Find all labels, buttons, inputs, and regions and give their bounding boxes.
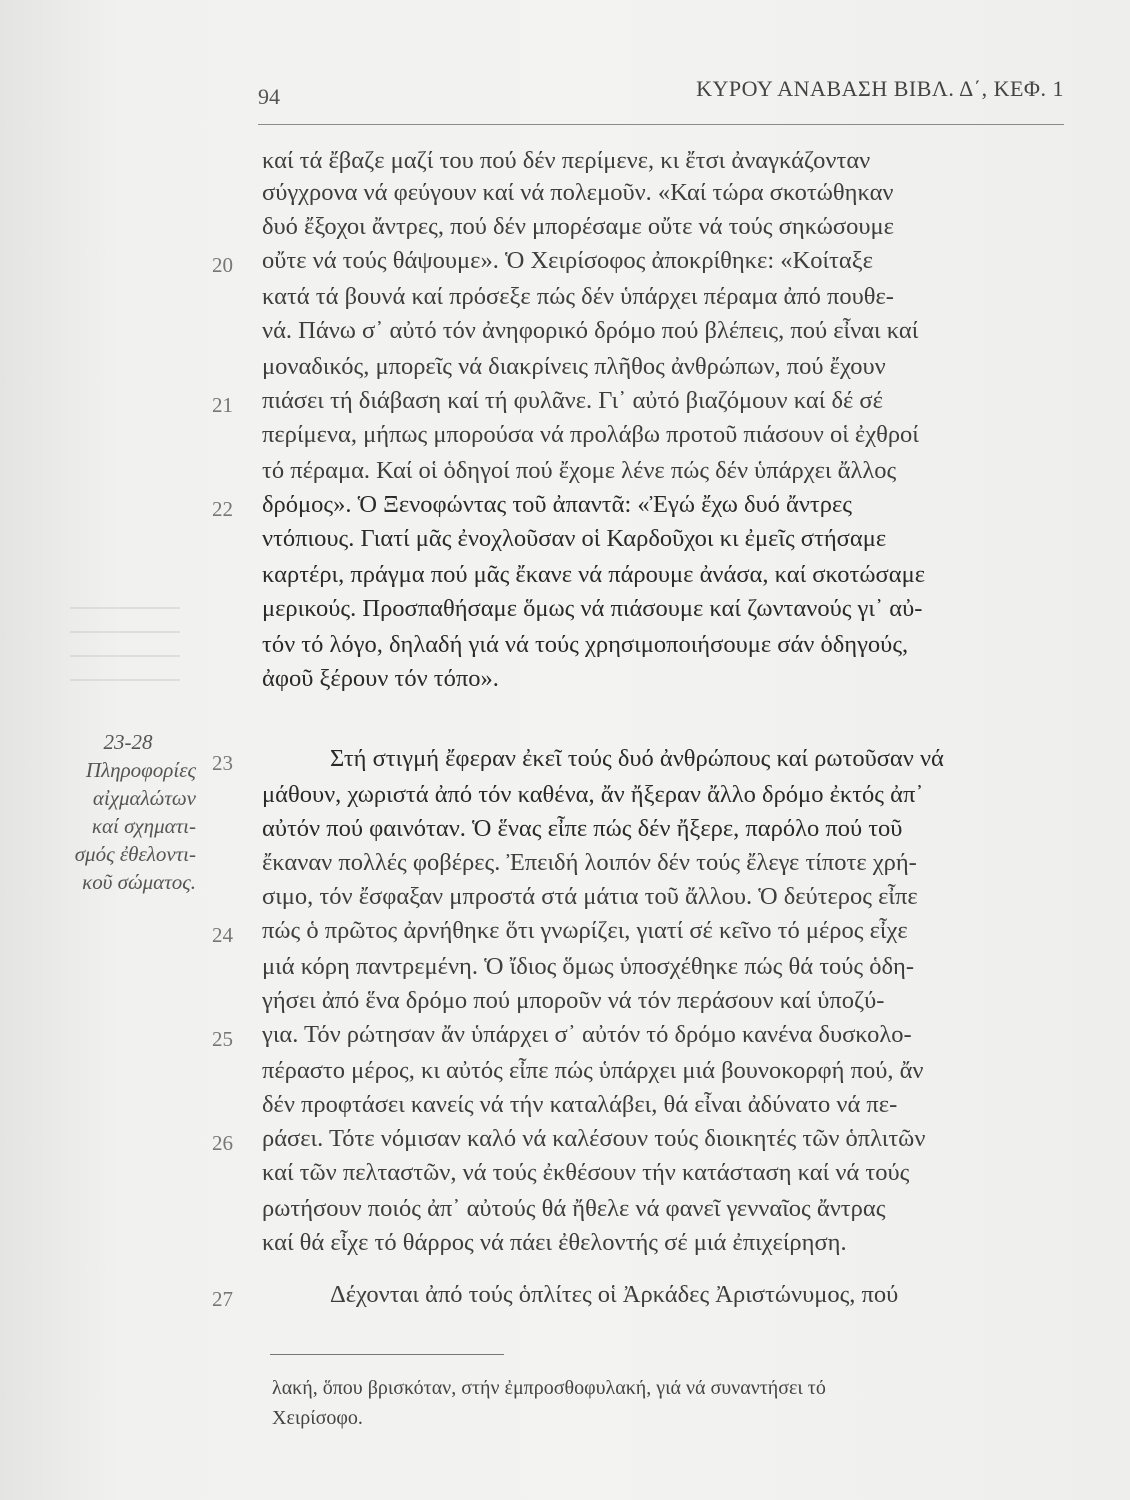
text-line: Στή στιγμή ἔφεραν ἐκεῖ τούς δυό ἀνθρώπους καί ρωτοῦσαν νά xyxy=(330,745,944,772)
margin-note-line: κοῦ σώματος. xyxy=(82,870,196,894)
text-line: δέν προφτάσει κανείς νά τήν καταλάβει, θά εἶναι ἀδύνατο νά πε- xyxy=(262,1091,898,1118)
text-line: πώς ὁ πρῶτος ἀρνήθηκε ὅτι γνωρίζει, γιατί σέ κεῖνο τό μέρος εἶχε xyxy=(262,917,908,944)
text-line: τό πέραμα. Καί οἱ ὁδηγοί πού ἔχομε λένε πώς δέν ὑπάρχει ἄλλος xyxy=(262,457,897,484)
text-line: καί τῶν πελταστῶν, νά τούς ἐκθέσουν τήν κατάσταση καί νά τούς xyxy=(262,1159,910,1186)
footnote-rule xyxy=(270,1354,504,1355)
page-number: 94 xyxy=(258,84,280,109)
text-line: σιμο, τόν ἔσφαξαν μπροστά στά μάτια τοῦ ἄλλου. Ὁ δεύτερος εἶπε xyxy=(262,883,918,910)
running-title: ΚΥΡΟΥ ΑΝΑΒΑΣΗ ΒΙΒΛ. Δ΄, ΚΕΦ. 1 xyxy=(696,76,1064,101)
margin-note-line: σμός ἐθελοντι- xyxy=(74,842,196,866)
text-line: ντόπιους. Γιατί μᾶς ἐνοχλοῦσαν οἱ Καρδοῦχοι κι ἐμεῖς στήσαμε xyxy=(262,525,887,552)
paragraph-number: 27 xyxy=(212,1287,233,1311)
text-line: για. Τόν ρώτησαν ἄν ὑπάρχει σ᾽ αὐτόν τό δρόμο κανένα δυσκολο- xyxy=(262,1021,912,1048)
text-line: οὔτε νά τούς θάψουμε». Ὁ Χειρίσοφος ἀποκρίθηκε: «Κοίταξε xyxy=(262,247,873,274)
running-head xyxy=(258,72,1064,112)
paragraph-number: 25 xyxy=(212,1027,233,1051)
text-line: περίμενα, μήπως μπορούσα νά προλάβω προτοῦ πιάσουν οἱ ἐχθροί xyxy=(262,421,919,448)
paragraph-number: 24 xyxy=(212,923,233,947)
text-line: αὐτόν πού φαινόταν. Ὁ ἕνας εἶπε πώς δέν ἤξερε, παρόλο πού τοῦ xyxy=(262,815,903,842)
paragraph-number: 21 xyxy=(212,393,233,417)
text-line: ρωτήσουν ποιός ἀπ᾽ αὐτούς θά ἤθελε νά φανεῖ γενναῖος ἄντρας xyxy=(262,1195,886,1222)
text-line: γήσει ἀπό ἕνα δρόμο πού μποροῦν νά τόν περάσουν καί ὑποζύ- xyxy=(262,987,885,1014)
footnote-line: Χειρίσοφο. xyxy=(272,1407,363,1429)
text-line: ἀφοῦ ξέρουν τόν τόπο». xyxy=(262,665,499,692)
text-line: καρτέρι, πράγμα πού μᾶς ἔκανε νά πάρουμε ἀνάσα, καί σκοτώσαμε xyxy=(262,561,925,588)
text-line: ράσει. Τότε νόμισαν καλό νά καλέσουν τούς διοικητές τῶν ὁπλιτῶν xyxy=(262,1125,926,1152)
text-line: καί τά ἔβαζε μαζί του πού δέν περίμενε, κι ἔτσι ἀναγκάζονταν xyxy=(262,147,871,174)
margin-note-line: Πληροφορίες xyxy=(85,758,196,782)
text-line: ἔκαναν πολλές φοβέρες. Ἐπειδή λοιπόν δέν τούς ἔλεγε τίποτε χρή- xyxy=(262,849,917,876)
text-line: δυό ἔξοχοι ἄντρες, πού δέν μπορέσαμε οὔτε νά τούς σηκώσουμε xyxy=(262,213,894,240)
paragraph-number: 22 xyxy=(212,497,233,521)
margin-note-range: 23-28 xyxy=(103,730,153,754)
text-line: δρόμος». Ὁ Ξενοφώντας τοῦ ἀπαντᾶ: «Ἐγώ ἔχω δυό ἄντρες xyxy=(262,491,852,518)
text-line: τόν τό λόγο, δηλαδή γιά νά τούς χρησιμοποιήσουμε σάν ὁδηγούς, xyxy=(262,631,909,658)
margin-note-line: καί σχηματι- xyxy=(91,814,196,838)
margin-note-line: αἰχμαλώτων xyxy=(92,786,196,810)
footnote-line: λακή, ὅπου βρισκόταν, στήν ἐμπροσθοφυλακή, γιά νά συναντήσει τό xyxy=(272,1377,826,1399)
text-line: Δέχονται ἀπό τούς ὁπλίτες οἱ Ἀρκάδες Ἀριστώνυμος, πού xyxy=(330,1281,899,1308)
text-line: σύγχρονα νά φεύγουν καί νά πολεμοῦν. «Καί τώρα σκοτώθηκαν xyxy=(262,179,894,206)
text-line: καί θά εἶχε τό θάρρος νά πάει ἐθελοντής σέ μιά ἐπιχείρηση. xyxy=(262,1229,847,1256)
text-line: νά. Πάνω σ᾽ αὐτό τόν ἀνηφορικό δρόμο πού βλέπεις, πού εἶναι καί xyxy=(262,317,919,344)
header-rule xyxy=(258,124,1064,125)
text-line: μάθουν, χωριστά ἀπό τόν καθένα, ἄν ἤξεραν ἄλλο δρόμο ἐκτός ἀπ᾽ xyxy=(262,781,924,808)
text-line: μιά κόρη παντρεμένη. Ὁ ἴδιος ὅμως ὑποσχέθηκε πώς θά τούς ὁδη- xyxy=(262,953,915,980)
margin-note xyxy=(20,728,196,896)
text-line: πέραστο μέρος, κι αὐτός εἶπε πώς ὑπάρχει μιά βουνοκορφή πού, ἄν xyxy=(262,1057,924,1084)
text-line: μοναδικός, μπορεῖς νά διακρίνεις πλῆθος ἀνθρώπων, πού ἔχουν xyxy=(262,353,886,380)
paragraph-number: 26 xyxy=(212,1131,233,1155)
bleed-through-marks xyxy=(0,585,180,695)
text-line: πιάσει τή διάβαση καί τή φυλᾶνε. Γι᾽ αὐτό βιαζόμουν καί δέ σέ xyxy=(262,387,883,414)
paragraph-number: 23 xyxy=(212,751,233,775)
paragraph-number: 20 xyxy=(212,253,233,277)
text-line: κατά τά βουνά καί πρόσεξε πώς δέν ὑπάρχει πέραμα ἀπό πουθε- xyxy=(262,283,894,310)
text-line: μερικούς. Προσπαθήσαμε ὅμως νά πιάσουμε καί ζωντανούς γι᾽ αὐ- xyxy=(262,595,923,622)
